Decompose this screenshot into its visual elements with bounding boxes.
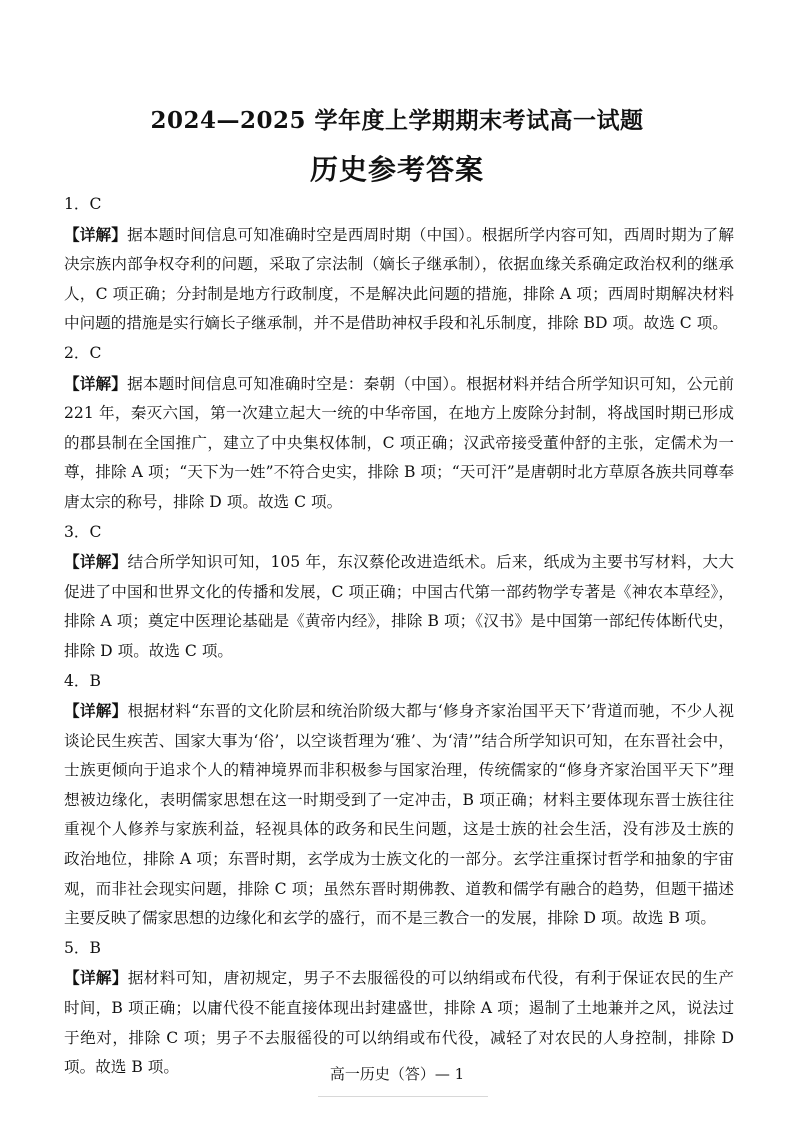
explanation-tag: 【详解】 [64, 968, 128, 988]
answer-explanation [64, 547, 734, 666]
explanation-tag: 【详解】 [64, 701, 128, 721]
exam-title: 2024—2025 学年度上学期期末考试高一试题 [150, 107, 644, 134]
question-number: 4．B [64, 671, 101, 690]
explanation-tag: 【详解】 [64, 224, 128, 244]
explanation-text: 据本题时间信息可知准确时空是西周时期（中国）。根据所学内容可知，西周时期为了解决宗族内部争权夺利的问题，采取了宗法制（嫡长子继承制），依据血缘关系确定政治权利的继承人，C 项正确；分封制是地方行政制度，不是解决此问题的措施，排除 A 项；西周时期解决材料中问题的措施是实行嫡长子继承制，并不是借助神权手段和礼乐制度，排除 BD 项。故选 C 项。 [64, 225, 734, 333]
footer-divider [318, 1096, 488, 1097]
explanation-text: 根据材料“东晋的文化阶层和统治阶级大都与‘修身齐家治国平天下’背道而驰，不少人视谈论民生疾苦、国家大事为‘俗’，以空谈哲理为‘雅’、为‘清’”结合所学知识可知，在东晋社会中，士族更倾向于追求个人的精神境界而非积极参与国家治理，传统儒家的“修身齐家治国平天下”理想被边缘化，表明儒家思想在这一时期受到了一定冲击，B 项正确；材料主要体现东晋士族往往重视个人修养与家族利益，轻视具体的政务和民生问题，这是士族的社会生活，没有涉及士族的政治地位，排除 A 项；东晋时期，玄学成为士族文化的一部分。玄学注重探讨哲学和抽象的宇宙观，而非社会现实问题，排除 C 项；虽然东晋时期佛教、道教和儒学有融合的趋势，但题干描述主要反映了儒家思想的边缘化和玄学的盛行，而不是三教合一的发展，排除 D 项。故选 B 项。 [64, 702, 734, 928]
answer-item [64, 518, 734, 667]
answer-explanation [64, 696, 734, 934]
explanation-text: 据材料可知，唐初规定，男子不去服徭役的可以纳绢或布代役，有利于保证农民的生产时间，B 项正确；以庸代役不能直接体现出封建盛世，排除 A 项；遏制了土地兼并之风，说法过于绝对，排除 C 项；男子不去服徭役的可以纳绢或布代役，减轻了对农民的人身控制，排除 D 项。故选 B 项。 [64, 969, 734, 1077]
answer-item [64, 190, 734, 339]
question-number: 1．C [64, 195, 102, 213]
explanation-tag: 【详解】 [64, 373, 128, 393]
explanation-tag: 【详解】 [64, 552, 128, 572]
question-number: 2．C [64, 343, 102, 362]
explanation-text: 据本题时间信息可知准确时空是：秦朝（中国）。根据材料并结合所学知识可知，公元前 221 年，秦灭六国，第一次建立起大一统的中华帝国，在地方上废除分封制，将战国时期已形成的郡县制在全国推广，建立了中央集权体制，C 项正确；汉武帝接受董仲舒的主张，定儒术为一尊，排除 A 项；“天下为一姓”不符合史实，排除 B 项；“天可汗”是唐朝时北方草原各族共同尊奉唐太宗的称号，排除 D 项。故选 C 项。 [64, 374, 734, 511]
answer-item [64, 934, 734, 1083]
answers-body [64, 190, 734, 1083]
page-footer: 高一历史（答）— 1 [329, 1065, 465, 1083]
answer-explanation [64, 369, 734, 518]
answer-explanation [64, 220, 734, 339]
explanation-text: 结合所学知识可知，105 年，东汉蔡伦改进造纸术。后来，纸成为主要书写材料，大大促进了中国和世界文化的传播和发展，C 项正确；中国古代第一部药物学专著是《神农本草经》，排除 A 项；奠定中医理论基础是《黄帝内经》，排除 B 项；《汉书》是中国第一部纪传体断代史，排除 D 项。故选 C 项。 [64, 553, 734, 660]
answer-item [64, 339, 734, 518]
answer-key-heading: 历史参考答案 [309, 153, 484, 186]
question-number: 3．C [64, 522, 102, 541]
answer-item [64, 667, 734, 934]
question-number: 5．B [64, 938, 101, 957]
